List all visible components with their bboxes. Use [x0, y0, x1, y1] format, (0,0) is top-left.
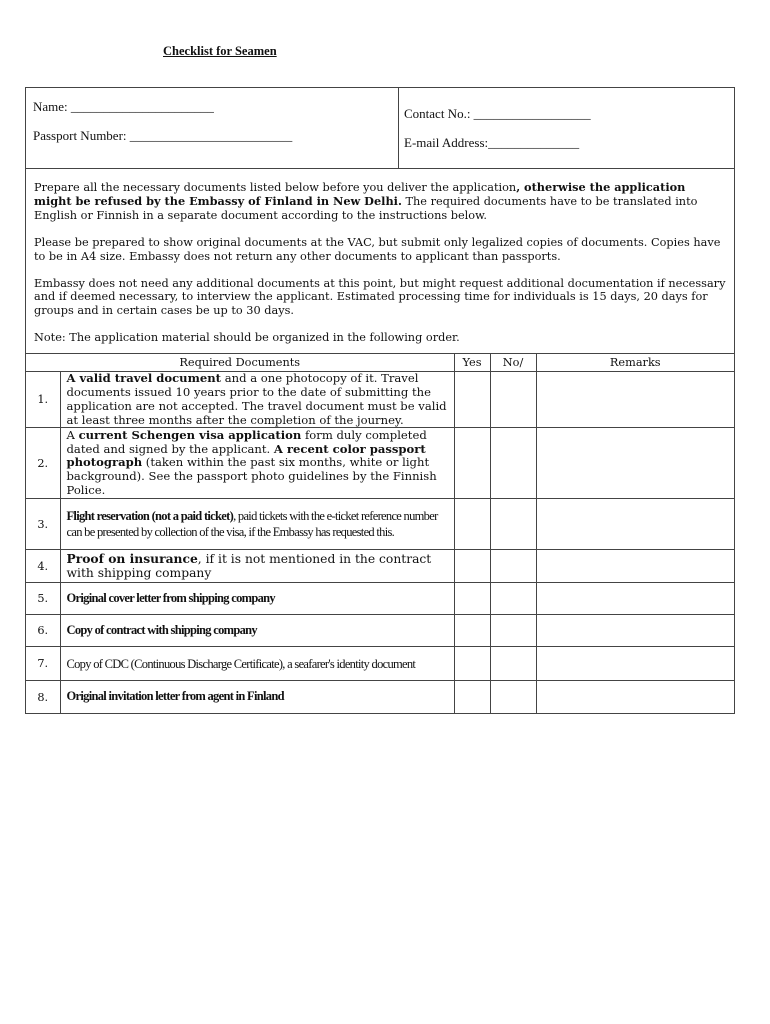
row-number: 4.	[26, 550, 60, 583]
contact-number-field[interactable]: Contact No.: __________________	[404, 106, 591, 121]
header-yes: Yes	[454, 354, 490, 372]
remarks-cell[interactable]	[536, 583, 734, 615]
remarks-cell[interactable]	[536, 615, 734, 647]
row-number: 7.	[26, 647, 60, 681]
table-row	[26, 550, 734, 583]
header-required-documents: Required Documents	[179, 356, 301, 370]
table-row	[26, 372, 734, 428]
row-number: 6.	[26, 615, 60, 647]
no-cell[interactable]	[490, 615, 536, 647]
row-description: Flight reservation (not a paid ticket), paid tickets with the e-ticket reference number can be presented by collection of the visa, if the Embassy has requested this.	[60, 499, 454, 550]
row-number: 5.	[26, 583, 60, 615]
instruction-paragraph-2: Please be prepared to show original documents at the VAC, but submit only legalized copies of documents. Copies have to be in A4 size. Embassy does not return any other documents to applicant than passports.	[34, 235, 721, 263]
page-title: Checklist for Seamen	[163, 44, 277, 58]
table-row	[26, 583, 734, 615]
yes-cell[interactable]	[454, 681, 490, 713]
yes-cell[interactable]	[454, 550, 490, 583]
table-row	[26, 499, 734, 550]
remarks-cell[interactable]	[536, 681, 734, 713]
no-cell[interactable]	[490, 647, 536, 681]
row-description: Copy of CDC (Continuous Discharge Certificate), a seafarer's identity document	[60, 647, 454, 681]
remarks-cell[interactable]	[536, 647, 734, 681]
header-remarks: Remarks	[536, 354, 734, 372]
yes-cell[interactable]	[454, 583, 490, 615]
email-address-field[interactable]: E-mail Address:______________	[404, 135, 580, 150]
no-cell[interactable]	[490, 681, 536, 713]
row-description: Copy of contract with shipping company	[60, 615, 454, 647]
checklist-form	[25, 87, 735, 714]
instruction-paragraph-4: Note: The application material should be organized in the following order.	[34, 331, 460, 345]
table-row	[26, 647, 734, 681]
yes-cell[interactable]	[454, 615, 490, 647]
no-cell[interactable]	[490, 550, 536, 583]
remarks-cell[interactable]	[536, 372, 734, 428]
row-number: 3.	[26, 499, 60, 550]
row-description: Proof on insurance, if it is not mentioned in the contract with shipping company	[60, 550, 454, 583]
instructions	[26, 169, 734, 354]
row-description: A current Schengen visa application form duly completed dated and signed by the applicant. A recent color passport photograph (taken within the past six months, white or light background). See the passport photo guidelines by the Finnish Police.	[60, 428, 454, 499]
no-cell[interactable]	[490, 499, 536, 550]
yes-cell[interactable]	[454, 372, 490, 428]
documents-table	[26, 354, 734, 713]
row-description: A valid travel document and a one photocopy of it. Travel documents issued 10 years prior to the date of submitting the application are not accepted. The travel document must be valid at least three months after the completion of the journey.	[60, 372, 454, 428]
remarks-cell[interactable]	[536, 428, 734, 499]
row-number: 1.	[26, 372, 60, 428]
passport-number-field[interactable]: Passport Number: _________________________	[33, 128, 293, 143]
applicant-details	[26, 88, 734, 169]
row-description: Original cover letter from shipping company	[60, 583, 454, 615]
no-cell[interactable]	[490, 428, 536, 499]
table-row	[26, 428, 734, 499]
header-no: No/	[490, 354, 536, 372]
table-header-row	[26, 354, 734, 372]
row-description: Original invitation letter from agent in Finland	[60, 681, 454, 713]
remarks-cell[interactable]	[536, 499, 734, 550]
yes-cell[interactable]	[454, 499, 490, 550]
instruction-paragraph-1: Prepare all the necessary documents listed below before you deliver the application, otherwise the application might be refused by the Embassy of Finland in New Delhi. The required documents have to be translated into English or Finnish in a separate document according to the instructions below.	[34, 180, 698, 222]
table-row	[26, 681, 734, 713]
yes-cell[interactable]	[454, 647, 490, 681]
remarks-cell[interactable]	[536, 550, 734, 583]
no-cell[interactable]	[490, 583, 536, 615]
name-field[interactable]: Name: ______________________	[33, 99, 214, 114]
details-divider	[398, 88, 399, 168]
yes-cell[interactable]	[454, 428, 490, 499]
instruction-paragraph-3: Embassy does not need any additional documents at this point, but might request additional documentation if necessary and if deemed necessary, to interview the applicant. Estimated processing time for individuals is 15 days, 20 days for groups and in certain cases be up to 30 days.	[34, 276, 726, 318]
table-row	[26, 615, 734, 647]
no-cell[interactable]	[490, 372, 536, 428]
row-number: 8.	[26, 681, 60, 713]
row-number: 2.	[26, 428, 60, 499]
